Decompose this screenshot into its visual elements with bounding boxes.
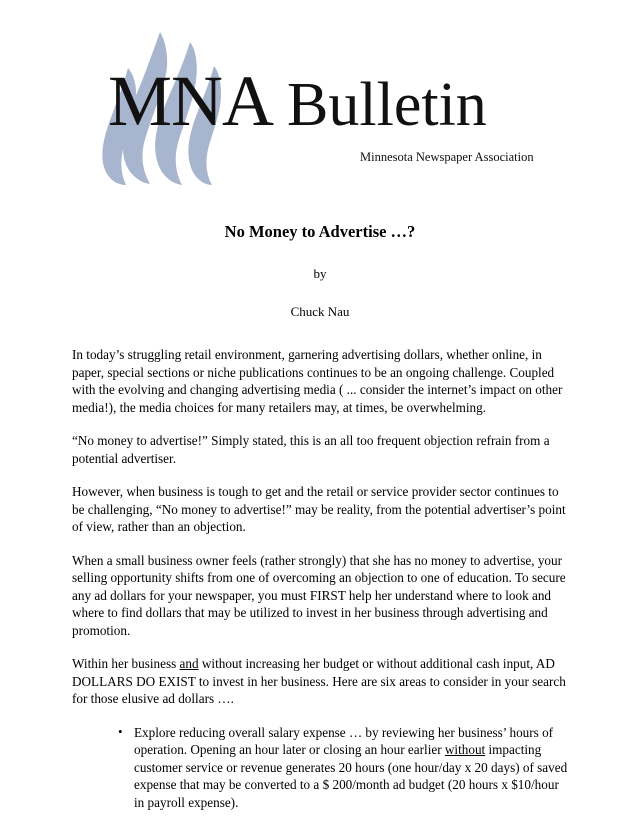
list-item bbox=[118, 724, 568, 812]
logo-mna-text: MNA bbox=[108, 61, 274, 141]
list-item-part-2: impacting customer service or revenue generates 20 hours (one hour/day x 20 days) of saved expense that may be converted to a $ 200/month ad budget (20 hours x $10/hour in payroll expense). bbox=[134, 742, 568, 810]
paragraph-2: “No money to advertise!” Simply stated, this is an all too frequent objection refrain from a potential advertiser. bbox=[72, 433, 550, 466]
list-item-part-1: Explore reducing overall salary expense … by reviewing her business’ hours of operation. Opening an hour later or closing an hour earlier bbox=[134, 724, 554, 757]
bullet-list bbox=[72, 724, 568, 812]
byline-label: by bbox=[313, 266, 327, 281]
paragraph-1: In today’s struggling retail environment, garnering advertising dollars, whether online, in paper, special sections or niche publications continues to be an ongoing challenge. Coupled with the evolving and changing advertising media ( ... consider the internet’s impact on other media!), the media choices for many retailers may, at times, be overwhelming. bbox=[72, 347, 563, 415]
page-title: No Money to Advertise …? bbox=[224, 222, 416, 241]
masthead-subtitle: Minnesota Newspaper Association bbox=[360, 150, 534, 164]
paragraph-5 bbox=[72, 655, 568, 708]
paragraph-4: When a small business owner feels (rather strongly) that she has no money to advertise, your selling opportunity shifts from one of overcoming an objection to one of education. To secure any ad dollars for your newspaper, you must FIRST help her understand where to look and where to find dollars that may be utilized to invest in her business through advertising and promotion. bbox=[72, 552, 566, 638]
list-item-emphasis: without bbox=[444, 742, 486, 757]
masthead bbox=[0, 0, 640, 195]
paragraph-5-part-2: without increasing her budget or without additional cash input, AD DOLLARS DO EXIST to invest in her business. Here are six areas to consider in your search for those elusive ad dollars …. bbox=[72, 656, 566, 706]
paragraph-5-emphasis: and bbox=[179, 656, 199, 671]
author-name: Chuck Nau bbox=[290, 304, 350, 319]
paragraph-3: However, when business is tough to get and the retail or service provider sector continues to be challenging, “No money to advertise!” may be reality, from the potential advertiser’s point of view, rather than an objection. bbox=[72, 484, 566, 534]
article-body bbox=[72, 222, 568, 811]
masthead-title bbox=[108, 62, 578, 152]
logo-bulletin-text: Bulletin bbox=[287, 71, 487, 139]
paragraph-5-part-1: Within her business bbox=[72, 656, 180, 671]
